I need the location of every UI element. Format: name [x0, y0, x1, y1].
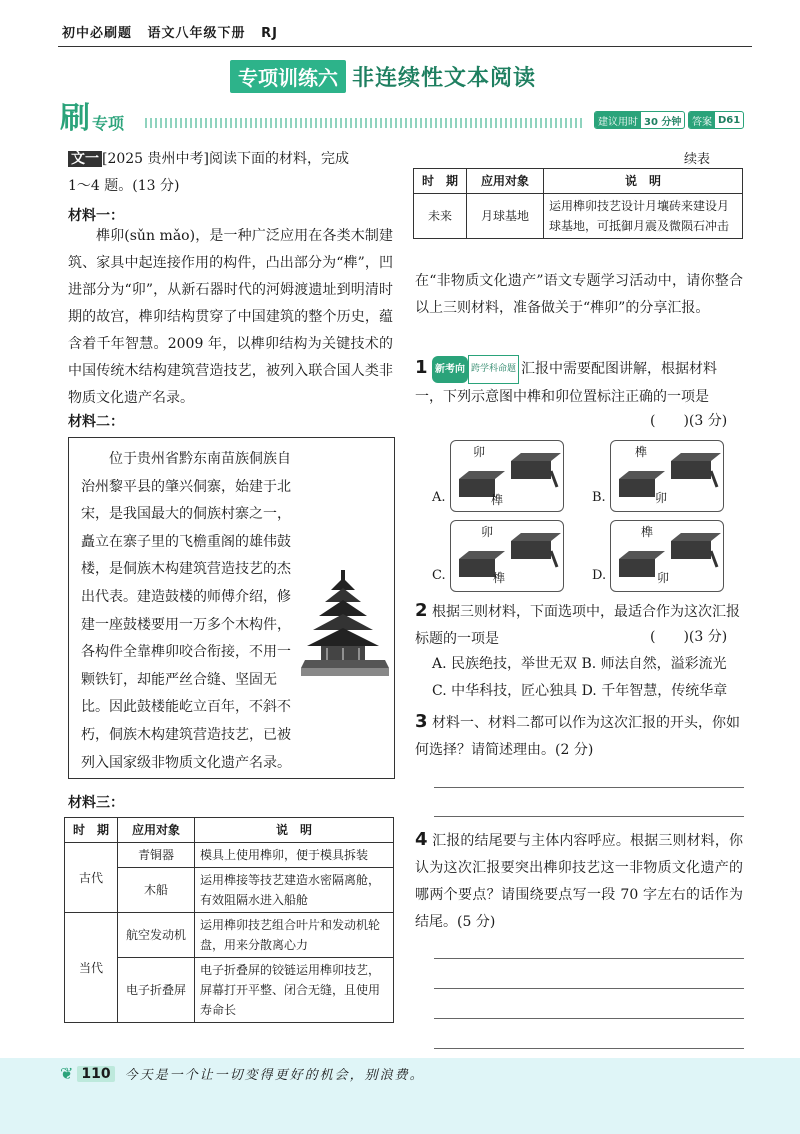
question-number: 3 — [415, 711, 428, 732]
material-2-box — [68, 437, 395, 779]
header-divider — [58, 46, 752, 47]
section-big: 刷 — [60, 101, 90, 136]
question-1: 1 新考向 跨学科命题 汇报中需要配图讲解，根据材料一，下列示意图中榫和卯位置标注正确的一项是 — [415, 354, 743, 411]
option-d-figure[interactable]: 榫 卯 — [610, 520, 724, 592]
cross-subject-badge: 跨学科命题 — [468, 355, 519, 384]
material-3-table — [64, 817, 394, 1023]
option-a-figure[interactable]: 卯 榫 — [450, 440, 564, 512]
option-c[interactable]: C. 中华科技，匠心独具 — [432, 683, 578, 699]
intro — [68, 146, 393, 200]
option-b[interactable]: B. 师法自然，溢彩流光 — [581, 656, 727, 672]
time-pill: 建议用时 30 分钟 — [594, 111, 685, 129]
question-number: 1 — [415, 357, 428, 378]
footer-quote: 今天是一个让一切变得更好的机会，别浪费。 — [124, 1068, 425, 1083]
question-2-options — [432, 651, 752, 705]
question-1-score: ( )(3 分) — [650, 413, 728, 429]
material-2-text: 位于贵州省黔东南苗族侗族自治州黎平县的肇兴侗寨，始建于北宋，是我国最大的侗族村寨之一，矗立在寨子里的飞檐重阁的雄伟鼓楼，是侗族木构建筑营造技艺的杰出代表。建造鼓楼的师傅介绍，修建一座鼓楼要用一万多个木构件，各构件全靠榫卯咬合衔接，不用一颗铁钉，却能严丝合缝、坚固无比。因此鼓楼能屹立百年，不斜不朽，侗族木构建筑营造技艺，已被列入国家级非物质文化遗产名录。 — [81, 451, 291, 771]
material-2-label: 材料二： — [68, 414, 124, 430]
drum-tower-image — [301, 568, 389, 678]
answer-line[interactable] — [434, 1018, 744, 1019]
option-a-label[interactable]: A. — [432, 490, 446, 505]
option-c-figure[interactable]: 卯 榫 — [450, 520, 564, 592]
material-3-label: 材料三： — [68, 795, 124, 811]
edition: RJ — [261, 26, 278, 41]
table-header-row: 时 期 应用对象 说 明 — [414, 169, 743, 194]
option-d[interactable]: D. 千年智慧，传统华章 — [581, 683, 728, 699]
table-header-row: 时 期 应用对象 说 明 — [65, 818, 394, 843]
activity-intro: 在“非物质文化遗产”语文专题学习活动中，请你整合以上三则材料，准备做关于“榫卯”的分享汇报。 — [415, 273, 743, 316]
question-number: 2 — [415, 600, 428, 621]
title-tag: 专项训练六 — [230, 60, 346, 93]
material-1-text: 榫卯(sǔn mǎo)，是一种广泛应用在各类木制建筑、家具中起连接作用的构件，凸出部分为“榫”，凹进部分为“卯”，从新石器时代的河姆渡遗址到明清时期的故宫，榫卯结构贯穿了中国建筑的整个历史，蕴含着千年智慧。2009 年，以榫卯结构为关键技术的中国传统木结构建筑营造技艺，被列入联合国人类非物质文化遗产名录。 — [68, 228, 393, 406]
title-main: 非连续性文本阅读 — [352, 65, 537, 91]
table-row: 电子折叠屏 电子折叠屏的铰链运用榫卯技艺，屏幕打开平整、闭合无缝，且使用寿命长 — [65, 958, 394, 1023]
q1-options — [432, 440, 752, 590]
page-title — [230, 60, 536, 92]
table-row: 古代 青铜器 模具上使用榫卯，便于模具拆装 — [65, 843, 394, 868]
continued-label: 续表 — [684, 152, 711, 167]
table-row: 当代 航空发动机 运用榫卯技艺组合叶片和发动机轮盘，用来分散离心力 — [65, 913, 394, 958]
tenon-mortise-icon — [451, 521, 563, 591]
answer-line[interactable] — [434, 1048, 744, 1049]
subject-name: 语文八年级下册 — [147, 26, 246, 41]
section-small: 专项 — [92, 114, 125, 133]
option-b-figure[interactable]: 榫 卯 — [610, 440, 724, 512]
answer-line[interactable] — [434, 958, 744, 959]
option-c-label[interactable]: C. — [432, 568, 446, 583]
running-header — [62, 22, 288, 41]
table-row: 木船 运用榫接等技艺建造水密隔离舱，有效阻隔水进入船舱 — [65, 868, 394, 913]
intro-line1: [2025 贵州中考]阅读下面的材料，完成 — [102, 151, 350, 167]
intro-line2: 1～4 题。(13 分) — [68, 178, 180, 194]
question-3: 3 材料一、材料二都可以作为这次汇报的开头，你如何选择？请简述理由。(2 分) — [415, 711, 740, 758]
answer-line[interactable] — [434, 816, 744, 817]
answer-pill: 答案 D61 — [688, 111, 744, 129]
question-4: 4 汇报的结尾要与主体内容呼应。根据三则材料，你认为这次汇报要突出榫卯技艺这一非物质文化遗产的哪两个要点？请围绕要点写一段 70 字左右的话作为结尾。(5 分) — [415, 829, 744, 930]
option-a[interactable]: A. 民族绝技，举世无双 — [432, 656, 578, 672]
intro-tag: 文一 — [68, 151, 102, 167]
section-logo — [60, 101, 125, 136]
page-number: 110 — [77, 1066, 114, 1082]
answer-line[interactable] — [434, 988, 744, 989]
book-name: 初中必刷题 — [62, 26, 133, 41]
option-b-label[interactable]: B. — [592, 490, 606, 505]
material-1-label: 材料一： — [68, 208, 124, 224]
tenon-mortise-icon — [451, 441, 563, 511]
table-row: 未来 月球基地 运用榫卯技艺设计月壤砖来建设月球基地，可抵御月震及微陨石冲击 — [414, 194, 743, 239]
continued-table — [413, 168, 743, 239]
new-trend-badge: 新考向 — [432, 356, 468, 383]
question-number: 4 — [415, 829, 428, 850]
footer — [60, 1064, 425, 1083]
question-2: 2 根据三则材料，下面选项中，最适合作为这次汇报标题的一项是 — [415, 600, 740, 647]
leaf-icon: ❦ — [60, 1064, 74, 1083]
question-2-score: ( )(3 分) — [650, 629, 728, 645]
option-d-label[interactable]: D. — [592, 568, 607, 583]
answer-line[interactable] — [434, 787, 744, 788]
dotted-rule — [145, 118, 585, 128]
